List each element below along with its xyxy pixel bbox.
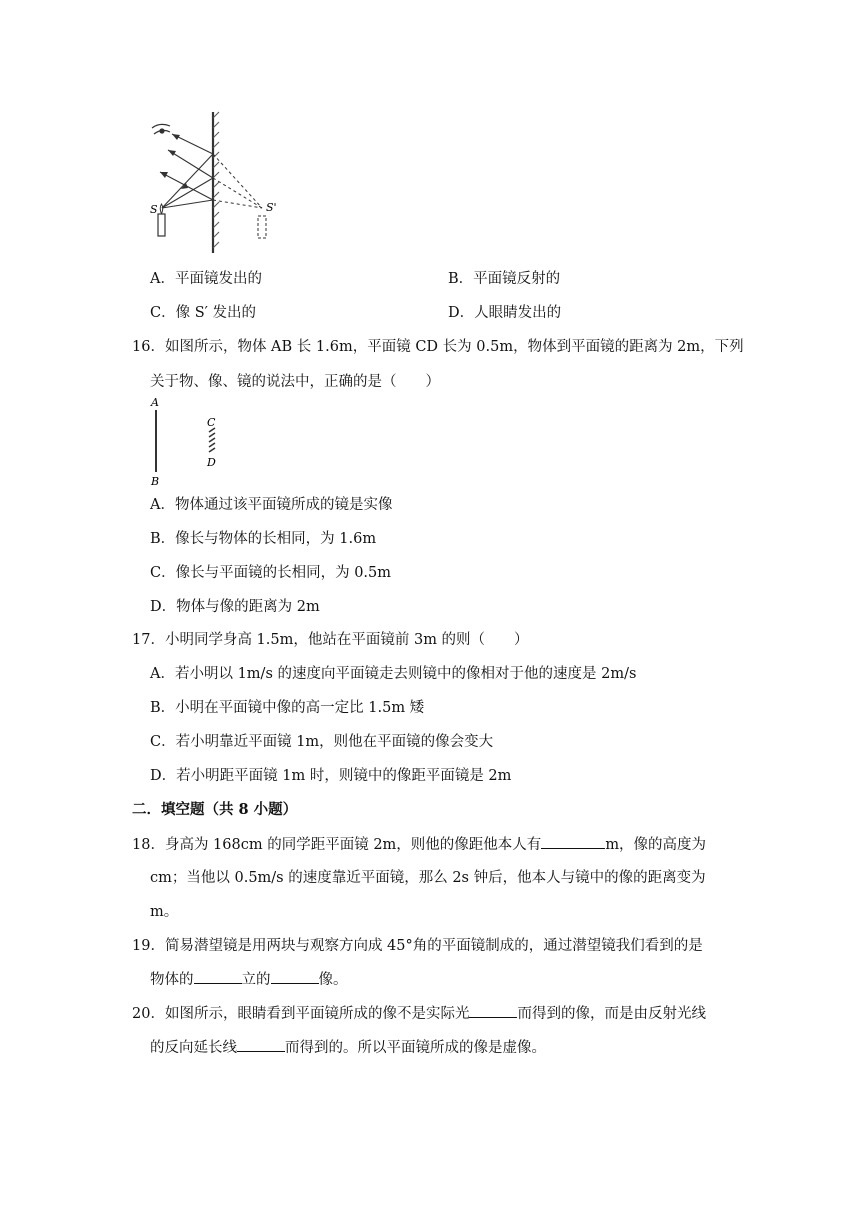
q15-option-d[interactable]: D．人眼睛发出的: [448, 305, 562, 321]
reflected-rays: [160, 134, 213, 200]
label-s-prime: S': [266, 201, 277, 214]
section-title: 二．填空题（共 8 小题）: [132, 801, 298, 818]
q19-text-c: 像。: [318, 972, 348, 988]
q20-line1-text-post: 而得到的像，而是由反射光线: [517, 1006, 706, 1022]
q17-option-b[interactable]: B．小明在平面镜中像的高一定比 1.5m 矮: [150, 700, 425, 716]
label-c: C: [207, 416, 216, 429]
q17-option-a[interactable]: A．若小明以 1m/s 的速度向平面镜走去则镜中的像相对于他的速度是 2m/s: [150, 666, 637, 682]
q20-line2-text-post: 而得到的。所以平面镜所成的像是虚像。: [285, 1040, 546, 1056]
mirror-reflection-figure: [140, 108, 290, 258]
q19-blank-1[interactable]: [194, 969, 242, 984]
q16-stem-line2: 关于物、像、镜的说法中，正确的是（ ）: [150, 374, 440, 390]
q20-line1: [132, 1003, 706, 1024]
q16-option-d[interactable]: D．物体与像的距离为 2m: [150, 599, 320, 615]
q18-line3: m。: [150, 904, 179, 920]
candle-icon: [158, 214, 165, 236]
q17-option-c[interactable]: C．若小明靠近平面镜 1m，则他在平面镜的像会变大: [150, 734, 494, 750]
q17-stem: 17．小明同学身高 1.5m，他站在平面镜前 3m 的则（ ）: [132, 632, 529, 648]
label-b: B: [151, 475, 160, 488]
q18-line2: cm；当他以 0.5m/s 的速度靠近平面镜，那么 2s 钟后，他本人与镜中的像的距离变为: [150, 870, 706, 886]
q16-stem-line1: 16．如图所示，物体 AB 长 1.6m，平面镜 CD 长为 0.5m，物体到平面镜的距离为 2m，下列: [132, 339, 744, 355]
ray-arrowheads: [160, 134, 188, 189]
q18-blank-1[interactable]: [541, 834, 605, 849]
q16-option-a[interactable]: A．物体通过该平面镜所成的镜是实像: [150, 497, 393, 513]
q20-line1-text-pre: 20．如图所示，眼睛看到平面镜所成的像不是实际光: [132, 1006, 470, 1022]
q18-line1-text-pre: 18．身高为 168cm 的同学距平面镜 2m，则他的像距他本人有: [132, 837, 542, 853]
eye-icon: [152, 124, 170, 134]
mirror-cd-hatch: [209, 428, 215, 452]
q16-option-c[interactable]: C．像长与平面镜的长相同，为 0.5m: [150, 565, 392, 581]
q19-blank-2[interactable]: [271, 969, 319, 984]
q18-line1-text-post: m，像的高度为: [605, 837, 707, 853]
label-a: A: [151, 396, 159, 409]
q19-text-a: 物体的: [150, 972, 194, 988]
q15-option-b[interactable]: B．平面镜反射的: [448, 271, 561, 287]
virtual-candle-icon: [258, 216, 266, 238]
q19-line1: 19．简易潜望镜是用两块与观察方向成 45°角的平面镜制成的，通过潜望镜我们看到的是: [132, 938, 703, 954]
label-d: D: [207, 456, 216, 469]
flame-icon: [160, 204, 163, 214]
q15-option-c[interactable]: C．像 S′ 发出的: [150, 305, 257, 321]
q18-line1: [132, 834, 706, 855]
q19-text-b: 立的: [241, 972, 271, 988]
q20-blank-2[interactable]: [237, 1037, 285, 1052]
q19-line2: [150, 969, 348, 990]
q17-option-d[interactable]: D．若小明距平面镜 1m 时，则镜中的像距平面镜是 2m: [150, 768, 512, 784]
q20-line2: [150, 1037, 546, 1058]
q20-line2-text-pre: 的反向延长线: [150, 1040, 237, 1056]
virtual-ray-extensions: [213, 154, 262, 208]
object-mirror-figure: [146, 396, 236, 488]
q16-option-b[interactable]: B．像长与物体的长相同，为 1.6m: [150, 531, 377, 547]
q20-blank-1[interactable]: [469, 1003, 517, 1018]
q15-option-a[interactable]: A．平面镜发出的: [150, 271, 262, 287]
label-s: S: [150, 203, 158, 216]
